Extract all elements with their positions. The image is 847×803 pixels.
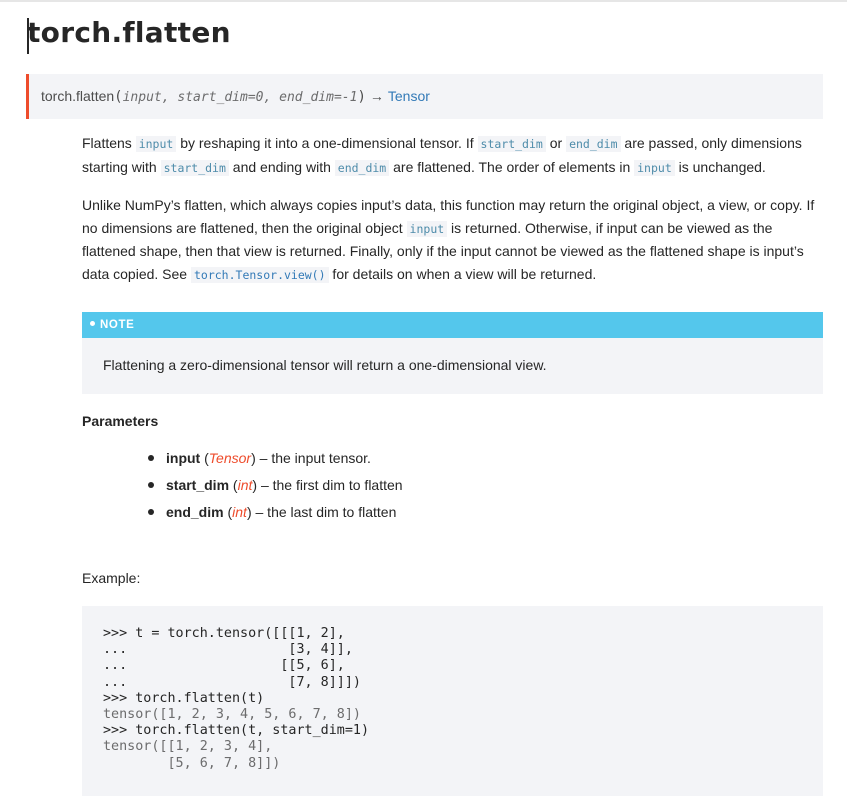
signature-name: torch.flatten	[41, 88, 115, 104]
text: are passed, only dimensions starting with	[82, 135, 802, 175]
list-item: end_dim (int) – the last dim to flatten	[148, 503, 403, 530]
inline-code: start_dim	[478, 136, 546, 152]
example-heading: Example:	[82, 570, 141, 586]
param-type-link[interactable]: Tensor	[208, 450, 252, 466]
param-description: – the first dim to flatten	[260, 477, 403, 493]
bullet-icon	[148, 455, 154, 461]
param-description: – the input tensor.	[259, 450, 371, 466]
param-type-link[interactable]: int	[232, 504, 247, 520]
note-text: Flattening a zero-dimensional tensor will return a one-dimensional view.	[103, 357, 547, 373]
text: or	[545, 135, 567, 151]
tensor-view-link[interactable]: torch.Tensor.view()	[191, 267, 329, 283]
code-line: >>> torch.flatten(t)	[103, 690, 265, 706]
text: and ending with	[228, 158, 335, 175]
code-example-block[interactable]	[82, 606, 823, 796]
signature-close-paren: )	[357, 89, 366, 105]
inline-code: end_dim	[566, 136, 620, 152]
text: is returned. Otherwise, if input can be viewed as the flattened shape, then that view is returned. Finally, only if the input cannot be viewed as the flattened shape is input’s data copied. See	[82, 219, 804, 282]
parameters-list	[148, 449, 403, 530]
param-name: start_dim	[166, 477, 230, 493]
inline-code: input	[407, 221, 448, 237]
text: Unlike NumPy’s flatten, which always copies input’s data, this function may return the original object, a view, or copy. If no dimensions are flattened, then the original object	[82, 197, 815, 236]
text: by reshaping it into a one-dimensional tensor. If	[176, 135, 478, 151]
view-behavior-paragraph	[82, 194, 824, 286]
bullet-icon	[90, 321, 95, 326]
code-line: ... [[5, 6],	[103, 658, 345, 674]
inline-code: input	[634, 160, 675, 176]
list-item: input (Tensor) – the input tensor.	[148, 449, 403, 476]
text: is unchanged.	[674, 158, 766, 175]
signature-param-start-dim: start_dim=	[177, 90, 256, 105]
inline-code: start_dim	[161, 160, 229, 176]
param-type-link[interactable]: int	[237, 477, 253, 493]
note-box	[82, 312, 823, 394]
signature-open-paren: (	[114, 89, 123, 105]
code-output-line: tensor([[1, 2, 3, 4],	[103, 739, 273, 755]
top-divider	[0, 0, 847, 2]
signature-default-end-dim: -1	[341, 90, 358, 105]
note-heading: NOTE	[100, 319, 135, 331]
list-item: start_dim (int) – the first dim to flatten	[148, 476, 403, 503]
text: for details on when a view will be returned.	[328, 265, 597, 282]
text: Flattens	[82, 135, 136, 151]
signature-param-end-dim: end_dim=	[279, 90, 342, 105]
bullet-icon	[148, 482, 154, 488]
inline-code: input	[136, 136, 177, 152]
code-line: >>> torch.flatten(t, start_dim=1)	[103, 723, 370, 739]
code-lines	[103, 626, 369, 772]
bullet-icon	[148, 509, 154, 515]
signature-separator: ,	[161, 90, 178, 105]
note-header	[82, 312, 823, 338]
page-title: torch.flatten	[27, 16, 231, 49]
text: are flattened. The order of elements in	[389, 158, 635, 175]
signature-default-start-dim: 0	[255, 90, 264, 105]
code-line: ... [3, 4]],	[103, 642, 353, 658]
code-output-line: tensor([1, 2, 3, 4, 5, 6, 7, 8])	[103, 707, 361, 723]
param-name: input	[166, 450, 201, 466]
description-paragraph	[82, 132, 824, 179]
param-description: – the last dim to flatten	[255, 504, 397, 520]
code-output-line: [5, 6, 7, 8]])	[103, 755, 281, 771]
signature-param-input: input	[122, 90, 162, 105]
code-line: ... [7, 8]]])	[103, 674, 361, 690]
signature-arrow-icon: →	[369, 88, 384, 104]
function-signature	[26, 74, 823, 119]
inline-code: end_dim	[335, 160, 389, 176]
param-name: end_dim	[166, 504, 224, 520]
parameters-heading: Parameters	[82, 413, 159, 429]
signature-separator: ,	[263, 90, 280, 105]
signature-return-type-link[interactable]: Tensor	[387, 88, 430, 104]
code-line: >>> t = torch.tensor([[[1, 2],	[103, 626, 345, 641]
